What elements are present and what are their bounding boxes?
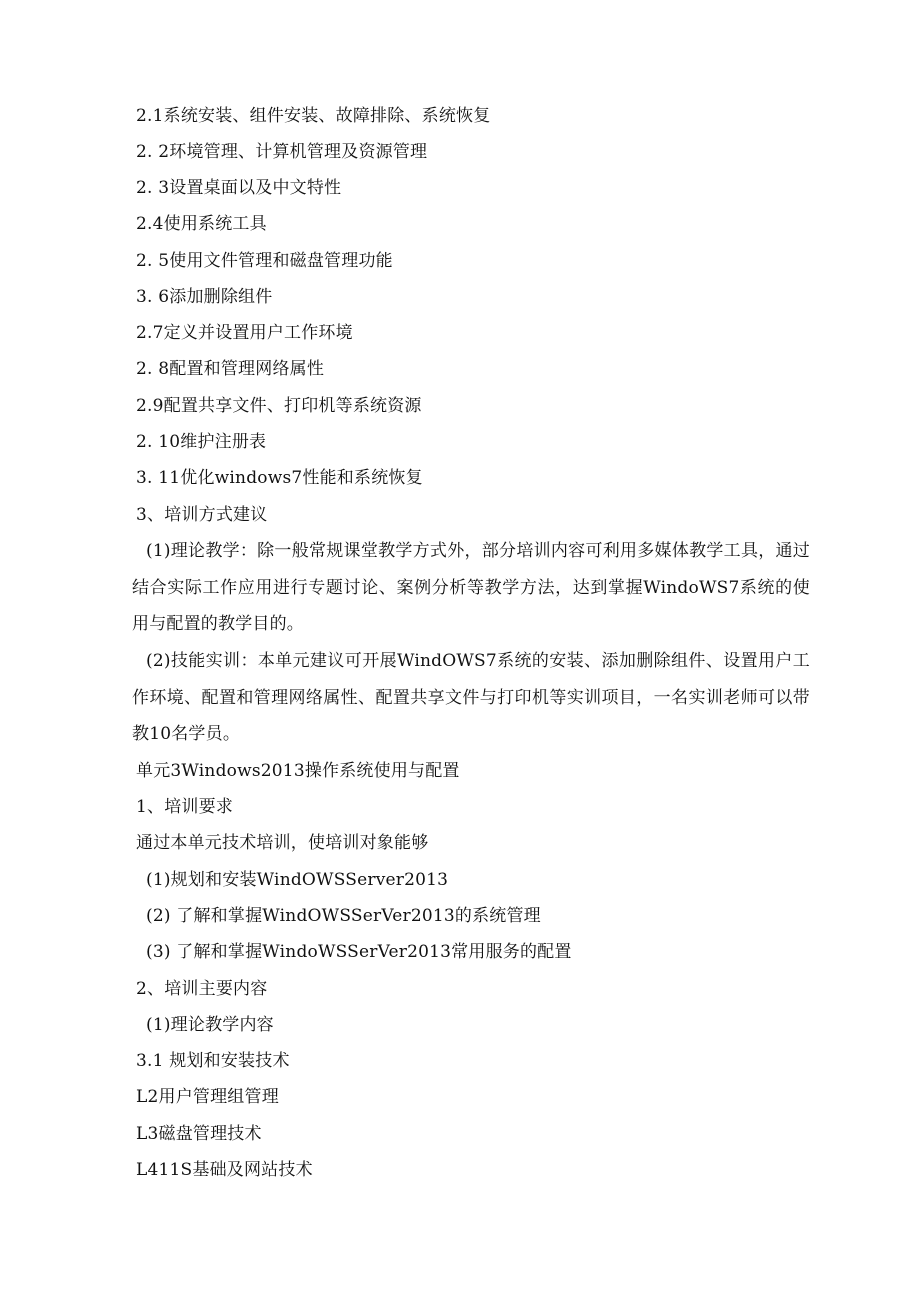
text-line: L3磁盘管理技术	[136, 1124, 262, 1144]
unit-title: 单元3Windows2013操作系统使用与配置	[136, 761, 460, 781]
text-line: (2) 了解和掌握WindOWSSerVer2013的系统管理	[146, 906, 541, 926]
section-heading: 2、培训主要内容	[136, 979, 268, 999]
text-line: (1)规划和安装WindOWSServer2013	[146, 870, 449, 890]
text-line: L2用户管理组管理	[136, 1087, 279, 1107]
text-line: 2.7定义并设置用户工作环境	[136, 323, 353, 343]
text-line: (3) 了解和掌握WindoWSSerVer2013常用服务的配置	[146, 942, 572, 962]
paragraph-skill-training: (2)技能实训：本单元建议可开展WindOWS7系统的安装、添加删除组件、设置用户工作环境、配置和管理网络属性、配置共享文件与打印机等实训项目，一名实训老师可以带教10名学员。	[132, 651, 810, 744]
text-line: 2.1系统安装、组件安装、故障排除、系统恢复	[136, 106, 491, 126]
text-line: 3. 6添加删除组件	[136, 287, 273, 307]
text-line: 3. 11优化windows7性能和系统恢复	[136, 468, 423, 488]
text-line: L411S基础及网站技术	[136, 1160, 313, 1180]
text-line: 2. 3设置桌面以及中文特性	[136, 178, 342, 198]
text-line: 2. 5使用文件管理和磁盘管理功能	[136, 251, 393, 271]
text-line: (1)理论教学内容	[146, 1015, 274, 1035]
text-line: 2. 10维护注册表	[136, 432, 267, 452]
text-line: 2.9配置共享文件、打印机等系统资源	[136, 396, 422, 416]
text-line: 2. 8配置和管理网络属性	[136, 359, 325, 379]
section-heading: 1、培训要求	[136, 797, 234, 817]
text-line: 2.4使用系统工具	[136, 214, 267, 234]
paragraph-theory-teaching: (1)理论教学：除一般常规课堂教学方式外，部分培训内容可利用多媒体教学工具，通过结合实际工作应用进行专题讨论、案例分析等教学方法，达到掌握WindoWS7系统的使用与配置的教学目的。	[132, 541, 810, 634]
text-line: 通过本单元技术培训，使培训对象能够	[136, 833, 429, 853]
text-line: 3.1 规划和安装技术	[136, 1051, 290, 1071]
text-line: 2. 2环境管理、计算机管理及资源管理	[136, 142, 428, 162]
section-heading: 3、培训方式建议	[136, 505, 268, 525]
